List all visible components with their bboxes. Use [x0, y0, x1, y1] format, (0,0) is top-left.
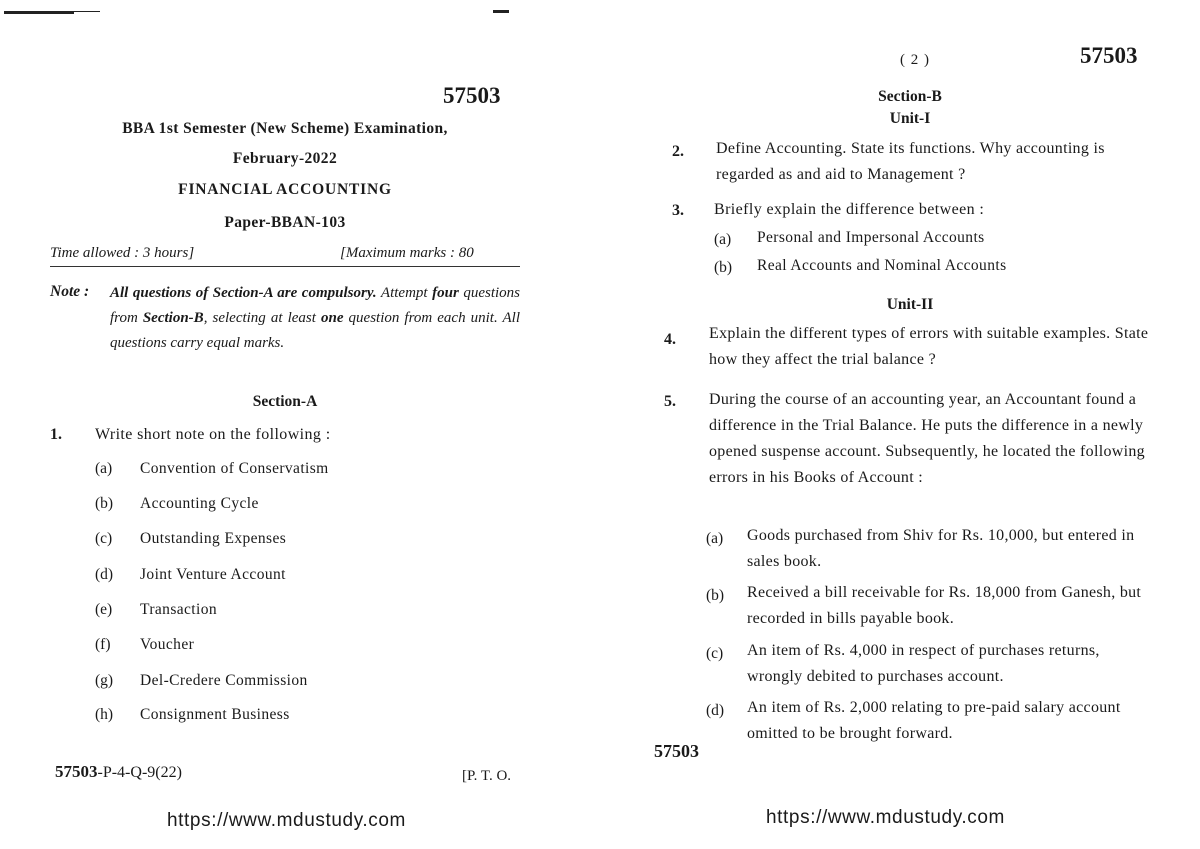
note-part-4: questions from — [110, 285, 520, 326]
q1-item-text: Del-Credere Commission — [140, 672, 308, 689]
q5-item-text: Received a bill receivable for Rs. 18,000 from Ganesh, but recorded in bills payable book. — [747, 584, 1142, 627]
q1-item-label: (e) — [95, 601, 113, 618]
q1-item-text: Consignment Business — [140, 706, 290, 723]
q5-item-label: (a) — [706, 530, 724, 547]
note-part-3: four — [432, 285, 459, 301]
q1-item-label: (f) — [95, 636, 111, 653]
paper-number: Paper-BBAN-103 — [224, 214, 346, 231]
q1-item-text: Joint Venture Account — [140, 566, 286, 583]
q5-item-text: An item of Rs. 4,000 in respect of purchases returns, wrongly debited to purchases account. — [747, 642, 1100, 685]
q1-item-text: Outstanding Expenses — [140, 530, 287, 547]
q5-item-text: Goods purchased from Shiv for Rs. 10,000, but entered in sales book. — [747, 527, 1135, 570]
q1-item-text: Convention of Conservatism — [140, 460, 329, 477]
section-b-heading: Section-B — [878, 88, 942, 105]
unit-1-heading: Unit-I — [889, 110, 931, 127]
subject-title: FINANCIAL ACCOUNTING — [178, 181, 392, 198]
q3-number: 3. — [672, 202, 684, 219]
time-allowed: Time allowed : 3 hours] — [50, 245, 195, 261]
q1-item-label: (g) — [95, 672, 114, 689]
q3-item-label: (a) — [714, 231, 732, 248]
exam-title: BBA 1st Semester (New Scheme) Examination, — [122, 120, 448, 137]
note-part-5: Section-B — [142, 310, 204, 326]
q4-text: Explain the different types of errors with suitable examples. State how they affect the trial balance ? — [709, 325, 1149, 368]
scan-mark-top-left — [4, 11, 74, 14]
unit-2-heading: Unit-II — [886, 296, 934, 313]
q4-number: 4. — [664, 331, 676, 348]
q5-number: 5. — [664, 393, 676, 410]
q2-number: 2. — [672, 143, 684, 160]
maximum-marks: [Maximum marks : 80 — [340, 245, 474, 261]
note-part-6: , selecting at least — [203, 310, 321, 326]
right-footer-code: 57503 — [654, 741, 699, 761]
note-label: Note : — [50, 283, 90, 300]
q1-item-text: Transaction — [140, 601, 218, 618]
paper-code: 57503 — [443, 83, 501, 108]
q3-item-text: Real Accounts and Nominal Accounts — [757, 257, 1007, 274]
left-page-url: https://www.mdustudy.com — [167, 810, 406, 831]
q1-item-text: Voucher — [140, 636, 195, 653]
q1-item-label: (d) — [95, 566, 114, 583]
q3-item-label: (b) — [714, 259, 733, 276]
scan-mark-top-center — [493, 10, 509, 13]
q1-item-label: (c) — [95, 530, 113, 547]
q1-item-label: (h) — [95, 706, 114, 723]
q1-text: Write short note on the following : — [95, 426, 331, 443]
right-page-url: https://www.mdustudy.com — [766, 807, 1005, 828]
right-paper-code: 57503 — [1080, 43, 1138, 68]
q5-item-label: (d) — [706, 702, 725, 719]
footer-code-rest: -P-4-Q-9(22) — [97, 764, 182, 781]
q1-item-label: (a) — [95, 460, 113, 477]
section-a-heading: Section-A — [252, 393, 318, 410]
q5-item-text: An item of Rs. 2,000 relating to pre-paid salary account omitted to be brought forward. — [747, 699, 1121, 742]
note-part-7: one — [320, 310, 344, 326]
note-part-8: question from each unit. All questions carry equal marks. — [110, 310, 521, 351]
q5-item-label: (b) — [706, 587, 725, 604]
footer-code-main: 57503 — [55, 762, 98, 781]
note-part-1: All questions of Section-A are compulsory. — [110, 285, 377, 301]
pto-mark: [P. T. O. — [462, 768, 512, 784]
q1-item-label: (b) — [95, 495, 114, 512]
scan-mark-top-left-tail — [74, 11, 100, 12]
q1-item-text: Accounting Cycle — [140, 495, 259, 512]
q3-item-text: Personal and Impersonal Accounts — [757, 229, 985, 246]
exam-date: February-2022 — [232, 150, 338, 167]
header-rule — [50, 266, 520, 267]
q5-item-label: (c) — [706, 645, 724, 662]
note-text — [110, 281, 520, 356]
q2-text: Define Accounting. State its functions. Why accounting is regarded as and aid to Management ? — [716, 140, 1105, 183]
page-number: ( 2 ) — [900, 52, 930, 68]
q3-text: Briefly explain the difference between : — [714, 201, 985, 218]
q5-text: During the course of an accounting year, an Accountant found a difference in the Trial Balance. He puts the difference in a newly opened suspense account. Subsequently, he located the following errors in his Books of Account : — [709, 391, 1145, 486]
q1-number: 1. — [50, 426, 62, 443]
footer-paper-code — [55, 762, 182, 782]
note-part-2: Attempt — [376, 285, 433, 301]
